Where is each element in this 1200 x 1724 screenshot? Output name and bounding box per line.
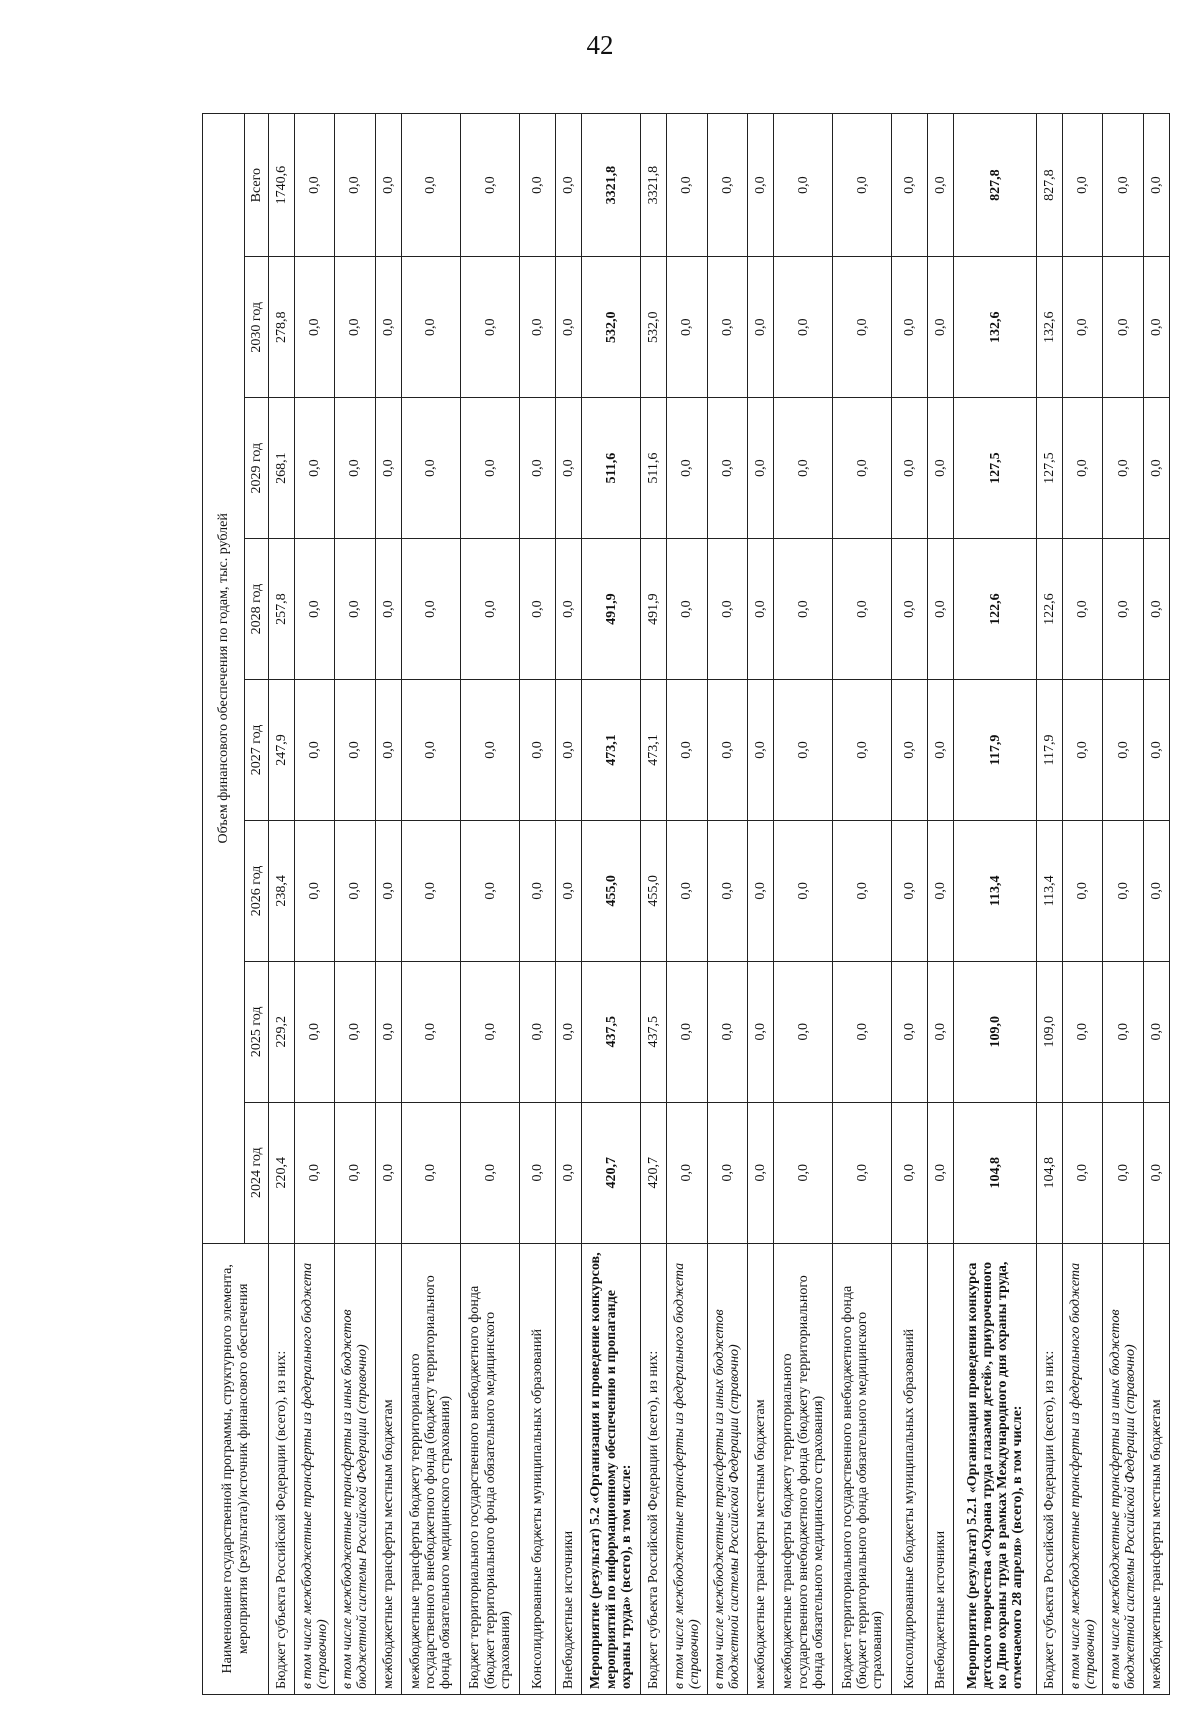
value-cell: 0,0 <box>833 257 892 398</box>
value-cell: 0,0 <box>1143 114 1169 257</box>
value-cell: 0,0 <box>892 539 928 680</box>
value-cell: 0,0 <box>833 398 892 539</box>
value-cell: 0,0 <box>773 1102 832 1243</box>
financing-group-header: Объем финансового обеспечения по годам, тыс. рублей <box>203 114 245 1244</box>
value-cell: 117,9 <box>1037 680 1063 821</box>
table-row <box>833 114 892 1695</box>
value-cell: 0,0 <box>928 539 954 680</box>
value-cell: 122,6 <box>954 539 1037 680</box>
row-label: межбюджетные трансферты бюджету территориального государственного внебюджетного фонда (бюджету территориального фонда обязательного медицинского страхования) <box>401 1243 460 1694</box>
table-row <box>269 114 295 1695</box>
table-row <box>667 114 707 1695</box>
value-cell: 0,0 <box>375 114 401 257</box>
value-cell: 0,0 <box>555 820 581 961</box>
value-cell: 0,0 <box>461 820 520 961</box>
value-cell: 0,0 <box>667 257 707 398</box>
year-header: 2029 год <box>245 398 269 539</box>
value-cell: 0,0 <box>375 961 401 1102</box>
value-cell: 0,0 <box>1143 680 1169 821</box>
value-cell: 827,8 <box>954 114 1037 257</box>
value-cell: 0,0 <box>1063 820 1103 961</box>
value-cell: 0,0 <box>401 680 460 821</box>
row-label: Бюджет субъекта Российской Федерации (всего), из них: <box>641 1243 667 1694</box>
value-cell: 0,0 <box>461 680 520 821</box>
table-row <box>295 114 335 1695</box>
value-cell: 0,0 <box>1063 398 1103 539</box>
row-label: Консолидированные бюджеты муниципальных образований <box>892 1243 928 1694</box>
value-cell: 0,0 <box>295 961 335 1102</box>
value-cell: 0,0 <box>461 398 520 539</box>
value-cell: 511,6 <box>581 398 640 539</box>
value-cell: 0,0 <box>295 114 335 257</box>
value-cell: 0,0 <box>707 961 747 1102</box>
value-cell: 0,0 <box>707 680 747 821</box>
value-cell: 0,0 <box>335 1102 375 1243</box>
value-cell: 0,0 <box>747 114 773 257</box>
value-cell: 0,0 <box>375 398 401 539</box>
value-cell: 117,9 <box>954 680 1037 821</box>
value-cell: 0,0 <box>375 1102 401 1243</box>
value-cell: 511,6 <box>641 398 667 539</box>
value-cell: 0,0 <box>892 820 928 961</box>
row-label: Бюджет территориального государственного внебюджетного фонда (бюджет территориального фонда обязательного медицинского страхования) <box>461 1243 520 1694</box>
value-cell: 0,0 <box>555 1102 581 1243</box>
value-cell: 0,0 <box>773 680 832 821</box>
value-cell: 420,7 <box>641 1102 667 1243</box>
value-cell: 0,0 <box>773 257 832 398</box>
value-cell: 532,0 <box>581 257 640 398</box>
value-cell: 0,0 <box>335 539 375 680</box>
value-cell: 0,0 <box>707 1102 747 1243</box>
value-cell: 0,0 <box>928 680 954 821</box>
value-cell: 0,0 <box>375 820 401 961</box>
value-cell: 0,0 <box>335 961 375 1102</box>
value-cell: 0,0 <box>892 961 928 1102</box>
year-header: 2026 год <box>245 820 269 961</box>
value-cell: 0,0 <box>773 820 832 961</box>
table-row <box>1143 114 1169 1695</box>
value-cell: 0,0 <box>667 398 707 539</box>
year-header: 2024 год <box>245 1102 269 1243</box>
value-cell: 0,0 <box>928 961 954 1102</box>
value-cell: 0,0 <box>833 1102 892 1243</box>
value-cell: 0,0 <box>555 961 581 1102</box>
value-cell: 0,0 <box>1103 114 1143 257</box>
value-cell: 0,0 <box>1103 257 1143 398</box>
value-cell: 473,1 <box>581 680 640 821</box>
value-cell: 0,0 <box>295 257 335 398</box>
value-cell: 0,0 <box>520 398 556 539</box>
row-label: Мероприятие (результат) 5.2 «Организация и проведение конкурсов, мероприятий по информационному обеспечению и пропаганде охраны труда» (всего), в том числе: <box>581 1243 640 1694</box>
value-cell: 0,0 <box>1143 1102 1169 1243</box>
value-cell: 0,0 <box>833 820 892 961</box>
value-cell: 0,0 <box>295 820 335 961</box>
value-cell: 0,0 <box>401 820 460 961</box>
row-label: межбюджетные трансферты местным бюджетам <box>1143 1243 1169 1694</box>
value-cell: 0,0 <box>1103 820 1143 961</box>
table-row <box>555 114 581 1695</box>
value-cell: 0,0 <box>1143 961 1169 1102</box>
value-cell: 1740,6 <box>269 114 295 257</box>
value-cell: 827,8 <box>1037 114 1063 257</box>
value-cell: 127,5 <box>1037 398 1063 539</box>
value-cell: 0,0 <box>892 257 928 398</box>
value-cell: 113,4 <box>1037 820 1063 961</box>
table-row <box>375 114 401 1695</box>
value-cell: 3321,8 <box>641 114 667 257</box>
row-label: Внебюджетные источники <box>928 1243 954 1694</box>
value-cell: 0,0 <box>667 680 707 821</box>
value-cell: 0,0 <box>833 539 892 680</box>
table-row <box>892 114 928 1695</box>
value-cell: 0,0 <box>295 680 335 821</box>
value-cell: 0,0 <box>773 961 832 1102</box>
row-label: в том числе межбюджетные трансферты из иных бюджетов бюджетной системы Российской Федерации (справочно) <box>707 1243 747 1694</box>
value-cell: 0,0 <box>401 539 460 680</box>
value-cell: 0,0 <box>461 114 520 257</box>
value-cell: 0,0 <box>461 961 520 1102</box>
row-label: в том числе межбюджетные трансферты из федерального бюджета (справочно) <box>667 1243 707 1694</box>
value-cell: 0,0 <box>747 961 773 1102</box>
value-cell: 0,0 <box>833 680 892 821</box>
value-cell: 0,0 <box>773 114 832 257</box>
value-cell: 0,0 <box>928 114 954 257</box>
value-cell: 0,0 <box>1063 1102 1103 1243</box>
value-cell: 0,0 <box>707 398 747 539</box>
value-cell: 0,0 <box>707 114 747 257</box>
value-cell: 268,1 <box>269 398 295 539</box>
value-cell: 113,4 <box>954 820 1037 961</box>
value-cell: 0,0 <box>747 1102 773 1243</box>
year-header: 2028 год <box>245 539 269 680</box>
table-row <box>581 114 640 1695</box>
value-cell: 0,0 <box>1103 539 1143 680</box>
year-header: 2030 год <box>245 257 269 398</box>
value-cell: 0,0 <box>833 961 892 1102</box>
value-cell: 0,0 <box>1063 680 1103 821</box>
year-header: 2025 год <box>245 961 269 1102</box>
table-row <box>773 114 832 1695</box>
table-row <box>954 114 1037 1695</box>
value-cell: 0,0 <box>747 398 773 539</box>
value-cell: 0,0 <box>892 114 928 257</box>
value-cell: 247,9 <box>269 680 295 821</box>
value-cell: 0,0 <box>520 961 556 1102</box>
value-cell: 473,1 <box>641 680 667 821</box>
year-header: Всего <box>245 114 269 257</box>
value-cell: 0,0 <box>335 114 375 257</box>
value-cell: 0,0 <box>1143 820 1169 961</box>
value-cell: 0,0 <box>555 257 581 398</box>
value-cell: 0,0 <box>1103 961 1143 1102</box>
value-cell: 0,0 <box>461 257 520 398</box>
value-cell: 0,0 <box>667 1102 707 1243</box>
row-label: Консолидированные бюджеты муниципальных образований <box>520 1243 556 1694</box>
value-cell: 0,0 <box>892 398 928 539</box>
table-row <box>747 114 773 1695</box>
value-cell: 420,7 <box>581 1102 640 1243</box>
value-cell: 455,0 <box>581 820 640 961</box>
value-cell: 0,0 <box>401 114 460 257</box>
value-cell: 0,0 <box>520 680 556 821</box>
row-label: Бюджет субъекта Российской Федерации (всего), из них: <box>1037 1243 1063 1694</box>
table-row <box>401 114 460 1695</box>
value-cell: 132,6 <box>954 257 1037 398</box>
value-cell: 0,0 <box>667 539 707 680</box>
row-label: межбюджетные трансферты местным бюджетам <box>747 1243 773 1694</box>
value-cell: 0,0 <box>1063 961 1103 1102</box>
page-number: 42 <box>586 30 614 60</box>
value-cell: 0,0 <box>928 820 954 961</box>
table-row <box>461 114 520 1695</box>
value-cell: 0,0 <box>667 114 707 257</box>
table-body <box>269 114 1170 1695</box>
value-cell: 127,5 <box>954 398 1037 539</box>
table-row <box>1103 114 1143 1695</box>
value-cell: 0,0 <box>747 820 773 961</box>
value-cell: 0,0 <box>555 398 581 539</box>
value-cell: 0,0 <box>401 1102 460 1243</box>
value-cell: 0,0 <box>375 539 401 680</box>
value-cell: 104,8 <box>1037 1102 1063 1243</box>
value-cell: 3321,8 <box>581 114 640 257</box>
row-label: Бюджет территориального государственного внебюджетного фонда (бюджет территориального фонда обязательного медицинского страхования) <box>833 1243 892 1694</box>
row-label: межбюджетные трансферты бюджету территориального государственного внебюджетного фонда (бюджету территориального фонда обязательного медицинского страхования) <box>773 1243 832 1694</box>
table-row <box>520 114 556 1695</box>
row-label: в том числе межбюджетные трансферты из иных бюджетов бюджетной системы Российской Федерации (справочно) <box>335 1243 375 1694</box>
value-cell: 0,0 <box>520 114 556 257</box>
value-cell: 109,0 <box>1037 961 1063 1102</box>
value-cell: 0,0 <box>1143 539 1169 680</box>
row-label: в том числе межбюджетные трансферты из иных бюджетов бюджетной системы Российской Федерации (справочно) <box>1103 1243 1143 1694</box>
value-cell: 0,0 <box>335 820 375 961</box>
row-label: Мероприятие (результат) 5.2.1 «Организация проведения конкурса детского творчества «Охрана труда глазами детей», приуроченного ко Дню охраны труда в рамках Международного дня охраны труда, отмечаемого 28 апреля» (всего), в том числе: <box>954 1243 1037 1694</box>
value-cell: 0,0 <box>555 114 581 257</box>
financing-table <box>202 113 1170 1695</box>
table-row <box>641 114 667 1695</box>
value-cell: 0,0 <box>520 820 556 961</box>
value-cell: 0,0 <box>401 257 460 398</box>
value-cell: 278,8 <box>269 257 295 398</box>
table-row <box>928 114 954 1695</box>
value-cell: 0,0 <box>747 539 773 680</box>
value-cell: 257,8 <box>269 539 295 680</box>
value-cell: 0,0 <box>707 257 747 398</box>
value-cell: 0,0 <box>773 539 832 680</box>
row-label: межбюджетные трансферты местным бюджетам <box>375 1243 401 1694</box>
value-cell: 238,4 <box>269 820 295 961</box>
value-cell: 0,0 <box>892 1102 928 1243</box>
value-cell: 0,0 <box>1103 1102 1143 1243</box>
value-cell: 122,6 <box>1037 539 1063 680</box>
value-cell: 0,0 <box>401 961 460 1102</box>
value-cell: 491,9 <box>581 539 640 680</box>
value-cell: 229,2 <box>269 961 295 1102</box>
value-cell: 0,0 <box>295 1102 335 1243</box>
value-cell: 0,0 <box>928 257 954 398</box>
value-cell: 0,0 <box>928 1102 954 1243</box>
row-label: Внебюджетные источники <box>555 1243 581 1694</box>
value-cell: 437,5 <box>641 961 667 1102</box>
table-row <box>707 114 747 1695</box>
value-cell: 532,0 <box>641 257 667 398</box>
value-cell: 104,8 <box>954 1102 1037 1243</box>
value-cell: 0,0 <box>747 680 773 821</box>
value-cell: 0,0 <box>520 257 556 398</box>
value-cell: 132,6 <box>1037 257 1063 398</box>
value-cell: 455,0 <box>641 820 667 961</box>
value-cell: 0,0 <box>375 680 401 821</box>
value-cell: 0,0 <box>707 539 747 680</box>
value-cell: 0,0 <box>773 398 832 539</box>
value-cell: 0,0 <box>520 1102 556 1243</box>
value-cell: 0,0 <box>1063 114 1103 257</box>
value-cell: 0,0 <box>892 680 928 821</box>
value-cell: 0,0 <box>335 257 375 398</box>
value-cell: 0,0 <box>1063 257 1103 398</box>
value-cell: 0,0 <box>555 680 581 821</box>
value-cell: 0,0 <box>520 539 556 680</box>
name-column-header: Наименование государственной программы, структурного элемента, мероприятия (результата)/источник финансового обеспечения <box>203 1243 269 1694</box>
value-cell: 491,9 <box>641 539 667 680</box>
table-row <box>335 114 375 1695</box>
value-cell: 0,0 <box>667 820 707 961</box>
value-cell: 0,0 <box>335 398 375 539</box>
table-row <box>1063 114 1103 1695</box>
value-cell: 0,0 <box>707 820 747 961</box>
value-cell: 437,5 <box>581 961 640 1102</box>
value-cell: 0,0 <box>401 398 460 539</box>
value-cell: 0,0 <box>1143 398 1169 539</box>
value-cell: 0,0 <box>928 398 954 539</box>
value-cell: 0,0 <box>1063 539 1103 680</box>
rotated-table-wrapper <box>202 113 1170 1695</box>
value-cell: 0,0 <box>555 539 581 680</box>
value-cell: 0,0 <box>461 539 520 680</box>
table-row <box>1037 114 1063 1695</box>
value-cell: 0,0 <box>295 398 335 539</box>
value-cell: 0,0 <box>747 257 773 398</box>
row-label: в том числе межбюджетные трансферты из федерального бюджета (справочно) <box>295 1243 335 1694</box>
value-cell: 220,4 <box>269 1102 295 1243</box>
year-header: 2027 год <box>245 680 269 821</box>
value-cell: 109,0 <box>954 961 1037 1102</box>
row-label: Бюджет субъекта Российской Федерации (всего), из них: <box>269 1243 295 1694</box>
value-cell: 0,0 <box>667 961 707 1102</box>
value-cell: 0,0 <box>1143 257 1169 398</box>
value-cell: 0,0 <box>833 114 892 257</box>
value-cell: 0,0 <box>1103 398 1143 539</box>
value-cell: 0,0 <box>461 1102 520 1243</box>
value-cell: 0,0 <box>375 257 401 398</box>
value-cell: 0,0 <box>295 539 335 680</box>
value-cell: 0,0 <box>1103 680 1143 821</box>
row-label: в том числе межбюджетные трансферты из федерального бюджета (справочно) <box>1063 1243 1103 1694</box>
value-cell: 0,0 <box>335 680 375 821</box>
